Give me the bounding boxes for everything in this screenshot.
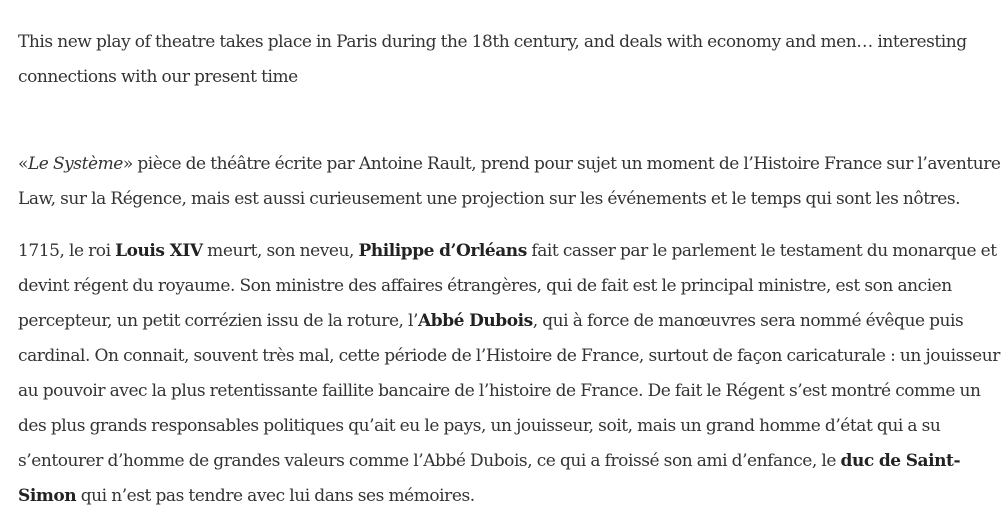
history-text-5: qui n’est pas tendre avec lui dans ses mémoires. bbox=[76, 486, 475, 506]
name-abbe-dubois: Abbé Dubois bbox=[418, 311, 533, 331]
systeme-paragraph-text: » pièce de théâtre écrite par Antoine Rault, prend pour sujet un moment de l’Histoire France sur l’aventure Law, sur la Régence, mais est aussi curieusement une projection sur les événements et le temps qui sont les nôtres. bbox=[18, 154, 1001, 209]
name-duc-saint-simon: duc de Saint-Simon bbox=[18, 451, 961, 506]
name-louis-xiv: Louis XIV bbox=[115, 241, 203, 261]
article-body bbox=[18, 25, 1002, 531]
history-text-1: 1715, le roi bbox=[18, 241, 116, 261]
history-text-3: fait casser par le parlement le testament du monarque et devint régent du royaume. Son ministre des affaires étrangères, qui de fait est le principal ministre, est son ancien percepteur, un petit corrézien issu de la roture, l’ bbox=[18, 241, 997, 331]
history-text-4: , qui à force de manœuvres sera nommé évêque puis cardinal. On connait, souvent très mal, cette période de l’Histoire de France, surtout de façon caricaturale : un jouisseur au pouvoir avec la plus retentissante faillite bancaire de l’histoire de France. De fait le Régent s’est montré comme un des plus grands responsables politiques qu’ait eu le pays, un jouisseur, soit, mais un grand homme d’état qui a su s’entourer d’homme de grandes valeurs comme l’Abbé Dubois, ce qui a froissé son ami d’enfance, le bbox=[18, 311, 1000, 471]
intro-paragraph: This new play of theatre takes place in Paris during the 18th century, and deals with economy and men… interesting connections with our present time bbox=[18, 32, 967, 87]
systeme-paragraph bbox=[18, 147, 1002, 217]
history-paragraph bbox=[18, 234, 1002, 514]
open-quote: « bbox=[18, 154, 28, 174]
play-title: Le Système bbox=[27, 154, 123, 174]
history-text-2: meurt, son neveu, bbox=[202, 241, 359, 261]
name-philippe-orleans: Philippe d’Orléans bbox=[358, 241, 527, 261]
